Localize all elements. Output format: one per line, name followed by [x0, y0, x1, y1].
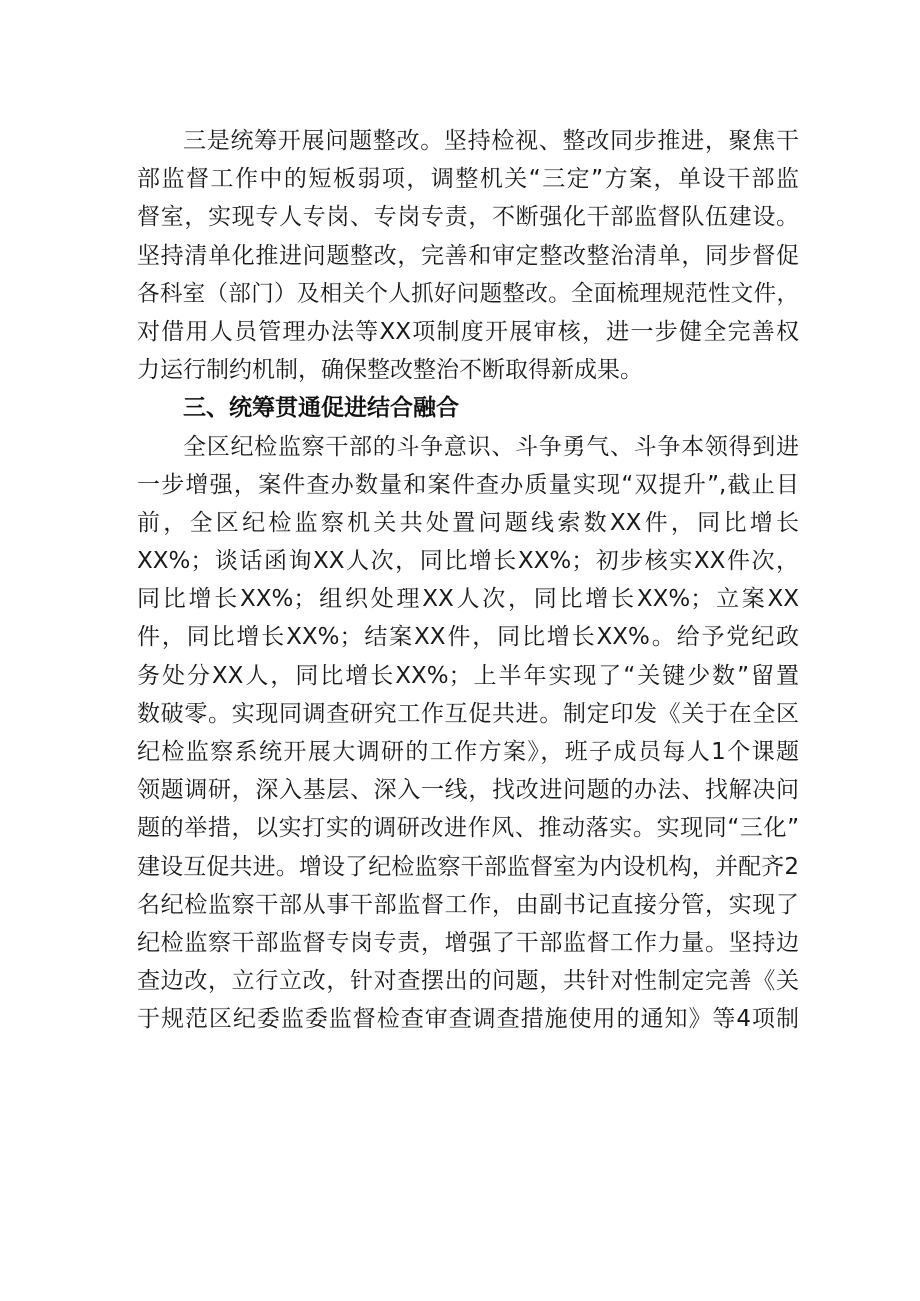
text-line: 题的举措，以实打实的调研改进作风、推动落实。实现同“三化” [137, 815, 799, 842]
text-line: 对借用人员管理办法等XX项制度开展审核，进一步健全完善权 [137, 318, 799, 345]
text-line: 三是统筹开展问题整改。坚持检视、整改同步推进，聚焦干 [183, 128, 799, 154]
text-line: 全区纪检监察干部的斗争意识、斗争勇气、斗争本领得到进 [183, 433, 799, 460]
text-line: 督室，实现专人专岗、专岗专责，不断强化干部监督队伍建设。 [137, 204, 799, 231]
text-line: 坚持清单化推进问题整改，完善和审定整改整治清单，同步督促 [137, 242, 799, 269]
text-line: 各科室（部门）及相关个人抓好问题整改。全面梳理规范性文件， [137, 280, 799, 307]
text-line: XX%；谈话函询XX人次，同比增长XX%；初步核实XX件次， [137, 548, 799, 575]
text-line: 建设互促共进。增设了纪检监察干部监督室为内设机构，并配齐2 [137, 853, 799, 880]
text-line: 查边改，立行立改，针对查摆出的问题，共针对性制定完善《关 [137, 968, 799, 995]
text-line: 同比增长XX%；组织处理XX人次，同比增长XX%；立案XX [137, 586, 799, 613]
text-line: 件，同比增长XX%；结案XX件，同比增长XX%。给予党纪政 [137, 624, 799, 651]
text-line: 名纪检监察干部从事干部监督工作，由副书记直接分管，实现了 [137, 891, 799, 918]
paragraph-problem-rectification [137, 122, 799, 389]
text-line: 数破零。实现同调查研究工作互促共进。制定印发《关于在全区 [137, 700, 799, 727]
text-line: 领题调研，深入基层、深入一线，找改进问题的办法、找解决问 [137, 777, 799, 804]
text-line: 前，全区纪检监察机关共处置问题线索数XX件，同比增长 [137, 509, 799, 536]
text-line: 于规范区纪委监委监督检查审查调查措施使用的通知》等4项制 [137, 1006, 799, 1033]
text-line: 务处分XX人，同比增长XX%；上半年实现了“关键少数”留置 [137, 662, 799, 689]
text-line: 纪检监察系统开展大调研的工作方案》，班子成员每人1个课题 [137, 739, 799, 765]
section-heading: 三、统筹贯通促进结合融合 [183, 395, 459, 422]
text-line: 一步增强，案件查办数量和案件查办质量实现“双提升”,截止目 [137, 471, 799, 498]
text-line: 纪检监察干部监督专岗专责，增强了干部监督工作力量。坚持边 [137, 929, 799, 956]
text-line: 部监督工作中的短板弱项，调整机关“三定”方案，单设干部监 [137, 166, 799, 193]
document-body [137, 122, 799, 1039]
paragraph-integration-results [137, 428, 799, 1039]
text-line: 力运行制约机制，确保整改整治不断取得新成果。 [137, 357, 643, 384]
